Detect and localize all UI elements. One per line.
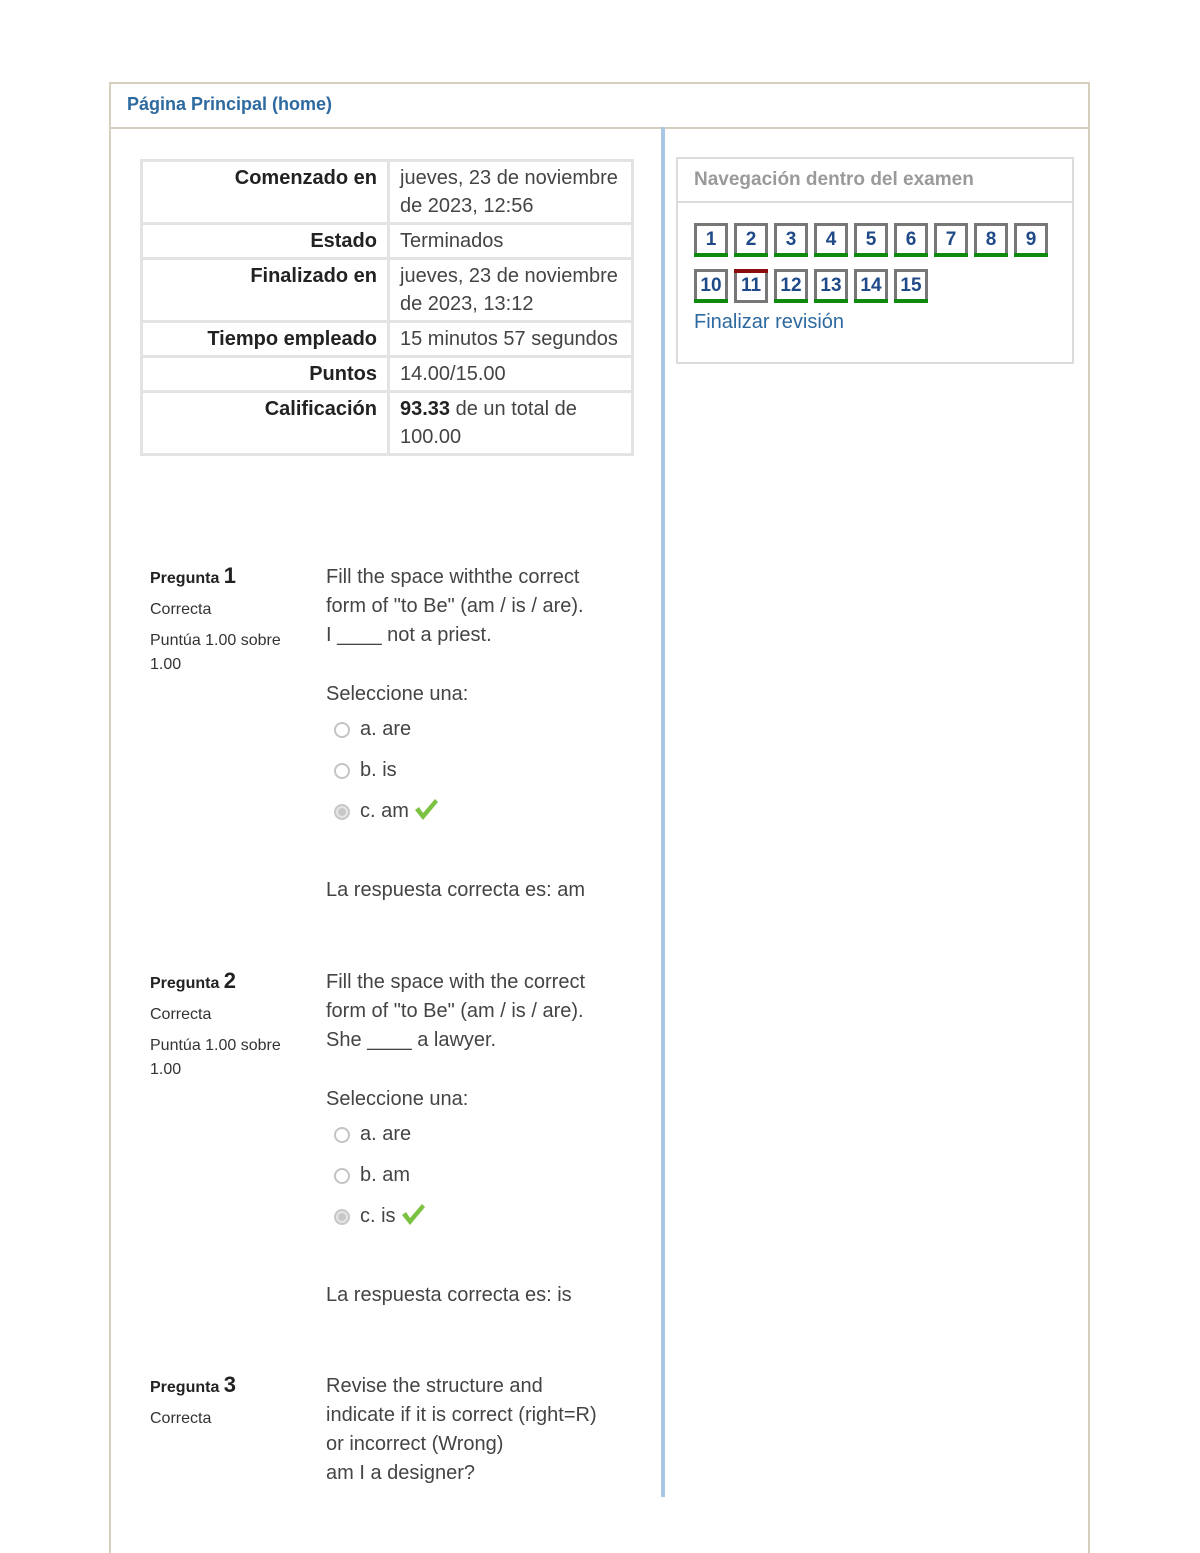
option-label: c. is (360, 1205, 396, 1227)
option-label: b. is (360, 759, 397, 781)
question-grade: Puntúa 1.00 sobre 1.00 (150, 632, 281, 673)
question-label: Pregunta (150, 570, 220, 587)
summary-row-started (142, 161, 633, 224)
radio-button-selected[interactable] (334, 1209, 350, 1225)
nav-question-button[interactable]: 5 (854, 223, 888, 257)
quiz-navigation-title: Navegación dentro del examen (678, 159, 1072, 203)
radio-button[interactable] (334, 763, 350, 779)
summary-value: jueves, 23 de noviembre de 2023, 12:56 (389, 161, 633, 224)
question-state: Correcta (150, 1006, 212, 1023)
summary-label: Calificación (142, 392, 389, 455)
option-label: a. are (360, 1123, 412, 1145)
nav-question-button[interactable]: 6 (894, 223, 928, 257)
question-info (150, 968, 300, 1082)
question-number: 3 (223, 1372, 237, 1397)
option-label: b. am (360, 1164, 411, 1186)
radio-button-selected[interactable] (334, 804, 350, 820)
nav-question-button[interactable]: 2 (734, 223, 768, 257)
question-text-line: am I a designer? (326, 1462, 475, 1484)
question-info (150, 1372, 300, 1428)
option-label: c. am (360, 800, 409, 822)
radio-button[interactable] (334, 1127, 350, 1143)
attempt-summary-table (140, 159, 634, 456)
correct-answer: La respuesta correcta es: is (326, 1284, 572, 1306)
nav-question-button[interactable]: 14 (854, 269, 888, 303)
question-text-line: I ____ not a priest. (326, 624, 492, 646)
question-text-line: Revise the structure and (326, 1375, 543, 1397)
question-text (326, 968, 626, 1055)
nav-question-button[interactable]: 8 (974, 223, 1008, 257)
answer-option[interactable] (326, 750, 626, 791)
question-text (326, 1372, 626, 1488)
summary-row-grade (142, 392, 633, 455)
summary-value: Terminados (389, 224, 633, 259)
answer-option[interactable] (326, 709, 626, 750)
answer-prompt: Seleccione una: (326, 1088, 469, 1110)
question-text-line: She ____ a lawyer. (326, 1029, 497, 1051)
nav-question-button-incorrect[interactable]: 11 (734, 269, 768, 303)
nav-question-button[interactable]: 15 (894, 269, 928, 303)
question-text-line: form of "to Be" (am / is / are). (326, 595, 584, 617)
checkmark-icon (413, 797, 439, 827)
summary-value: 15 minutos 57 segundos (389, 322, 633, 357)
quiz-navigation-block (676, 157, 1074, 364)
home-link[interactable]: Página Principal (home) (127, 94, 333, 114)
page-header (109, 82, 1090, 129)
question-text-line: indicate if it is correct (right=R) (326, 1404, 597, 1426)
nav-question-button[interactable]: 9 (1014, 223, 1048, 257)
answer-option[interactable] (326, 1155, 626, 1196)
question-state: Correcta (150, 1410, 212, 1427)
nav-question-button[interactable]: 3 (774, 223, 808, 257)
checkmark-icon (400, 1202, 426, 1232)
answer-prompt: Seleccione una: (326, 683, 469, 705)
radio-button[interactable] (334, 722, 350, 738)
summary-row-time-taken (142, 322, 633, 357)
question-label: Pregunta (150, 975, 220, 992)
summary-row-state (142, 224, 633, 259)
summary-label: Finalizado en (142, 259, 389, 322)
option-label: a. are (360, 718, 412, 740)
column-divider (661, 127, 665, 1497)
grade-total: de un total de 100.00 (400, 398, 577, 448)
nav-question-button[interactable]: 10 (694, 269, 728, 303)
summary-value: 14.00/15.00 (389, 357, 633, 392)
answer-option-selected[interactable] (326, 791, 626, 832)
question-number: 2 (223, 968, 237, 993)
summary-value: jueves, 23 de noviembre de 2023, 13:12 (389, 259, 633, 322)
question-grade: Puntúa 1.00 sobre 1.00 (150, 1037, 281, 1078)
question-content (326, 1372, 626, 1488)
finish-review-link[interactable]: Finalizar revisión (694, 311, 845, 333)
summary-label: Tiempo empleado (142, 322, 389, 357)
nav-question-button[interactable]: 7 (934, 223, 968, 257)
correct-answer: La respuesta correcta es: am (326, 879, 586, 901)
question-content (326, 563, 626, 905)
question-content (326, 968, 626, 1310)
nav-question-button[interactable]: 13 (814, 269, 848, 303)
answer-option[interactable] (326, 1114, 626, 1155)
question-state: Correcta (150, 601, 212, 618)
question-label: Pregunta (150, 1379, 220, 1396)
answer-option-selected[interactable] (326, 1196, 626, 1237)
question-text-line: Fill the space with the correct (326, 971, 585, 993)
summary-value (389, 392, 633, 455)
summary-label: Comenzado en (142, 161, 389, 224)
question-text-line: or incorrect (Wrong) (326, 1433, 504, 1455)
question-text-line: Fill the space withthe correct (326, 566, 580, 588)
question-text (326, 563, 626, 650)
summary-label: Estado (142, 224, 389, 259)
nav-question-button[interactable]: 1 (694, 223, 728, 257)
summary-label: Puntos (142, 357, 389, 392)
radio-button[interactable] (334, 1168, 350, 1184)
question-number: 1 (223, 563, 237, 588)
summary-row-points (142, 357, 633, 392)
nav-question-button[interactable]: 4 (814, 223, 848, 257)
nav-question-button[interactable]: 12 (774, 269, 808, 303)
grade-value: 93.33 (400, 398, 451, 420)
question-text-line: form of "to Be" (am / is / are). (326, 1000, 584, 1022)
question-info (150, 563, 300, 677)
summary-row-finished (142, 259, 633, 322)
